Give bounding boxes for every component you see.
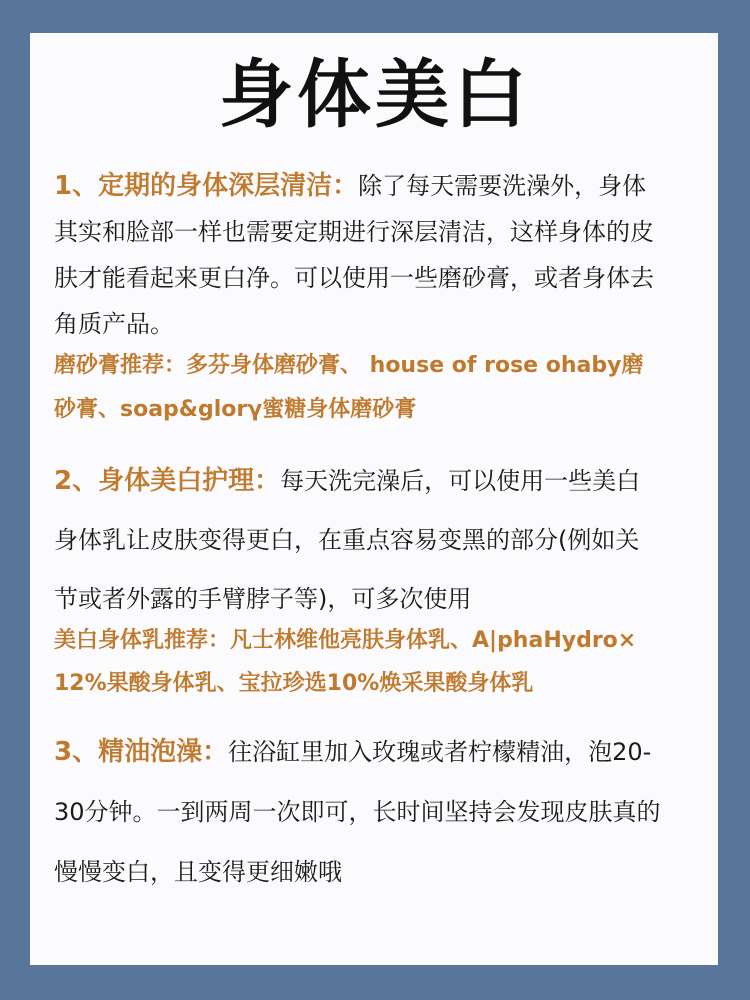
section-3-text-1: 往浴缸里加入玫瑰或者柠檬精油，泡20- — [228, 738, 652, 766]
section-1-line-3: 肤才能看起来更白净。可以使用一些磨砂膏，或者身体去 — [54, 264, 654, 292]
section-2-rec-line-2: 12%果酸身体乳、宝拉珍选10%焕采果酸身体乳 — [54, 671, 534, 696]
section-1-rec-line-1: 磨砂膏推荐：多芬身体磨砂膏、 house of rose ohaby磨 — [54, 353, 644, 378]
section-3-heading: 3、精油泡澡： — [54, 737, 229, 767]
section-2-line-2: 身体乳让皮肤变得更白，在重点容易变黑的部分(例如关 — [54, 526, 640, 554]
section-2-line-1 — [54, 452, 704, 511]
section-2-heading: 2、身体美白护理： — [54, 466, 281, 496]
section-1-recommendation — [54, 344, 714, 432]
section-3-line-1 — [54, 722, 704, 782]
section-1-line-1 — [54, 163, 704, 209]
section-1-text-1: 除了每天需要洗澡外，身体 — [358, 172, 647, 200]
section-2-text-1: 每天洗完澡后，可以使用一些美白 — [280, 467, 641, 495]
section-1 — [54, 163, 704, 347]
section-1-rec-line-2: 砂膏、soap&glorγ蜜糖身体磨砂膏 — [54, 397, 417, 422]
section-2-recommendation — [54, 619, 714, 705]
section-1-line-4: 角质产品。 — [54, 310, 174, 338]
section-1-heading: 1、定期的身体深层清洁： — [54, 171, 359, 201]
section-3-line-2: 30分钟。一到两周一次即可，长时间坚持会发现皮肤真的 — [54, 798, 661, 826]
section-3 — [54, 722, 704, 902]
section-2-rec-line-1: 美白身体乳推荐：凡士林维他亮肤身体乳、A|phaHydro× — [54, 628, 637, 653]
section-2-line-3: 节或者外露的手臂脖子等)，可多次使用 — [54, 585, 472, 613]
section-1-line-2: 其实和脸部一样也需要定期进行深层清洁，这样身体的皮 — [54, 218, 654, 246]
page-title: 身体美白 — [219, 52, 531, 138]
section-2 — [54, 452, 704, 629]
section-3-line-3: 慢慢变白，且变得更细嫩哦 — [54, 858, 342, 886]
